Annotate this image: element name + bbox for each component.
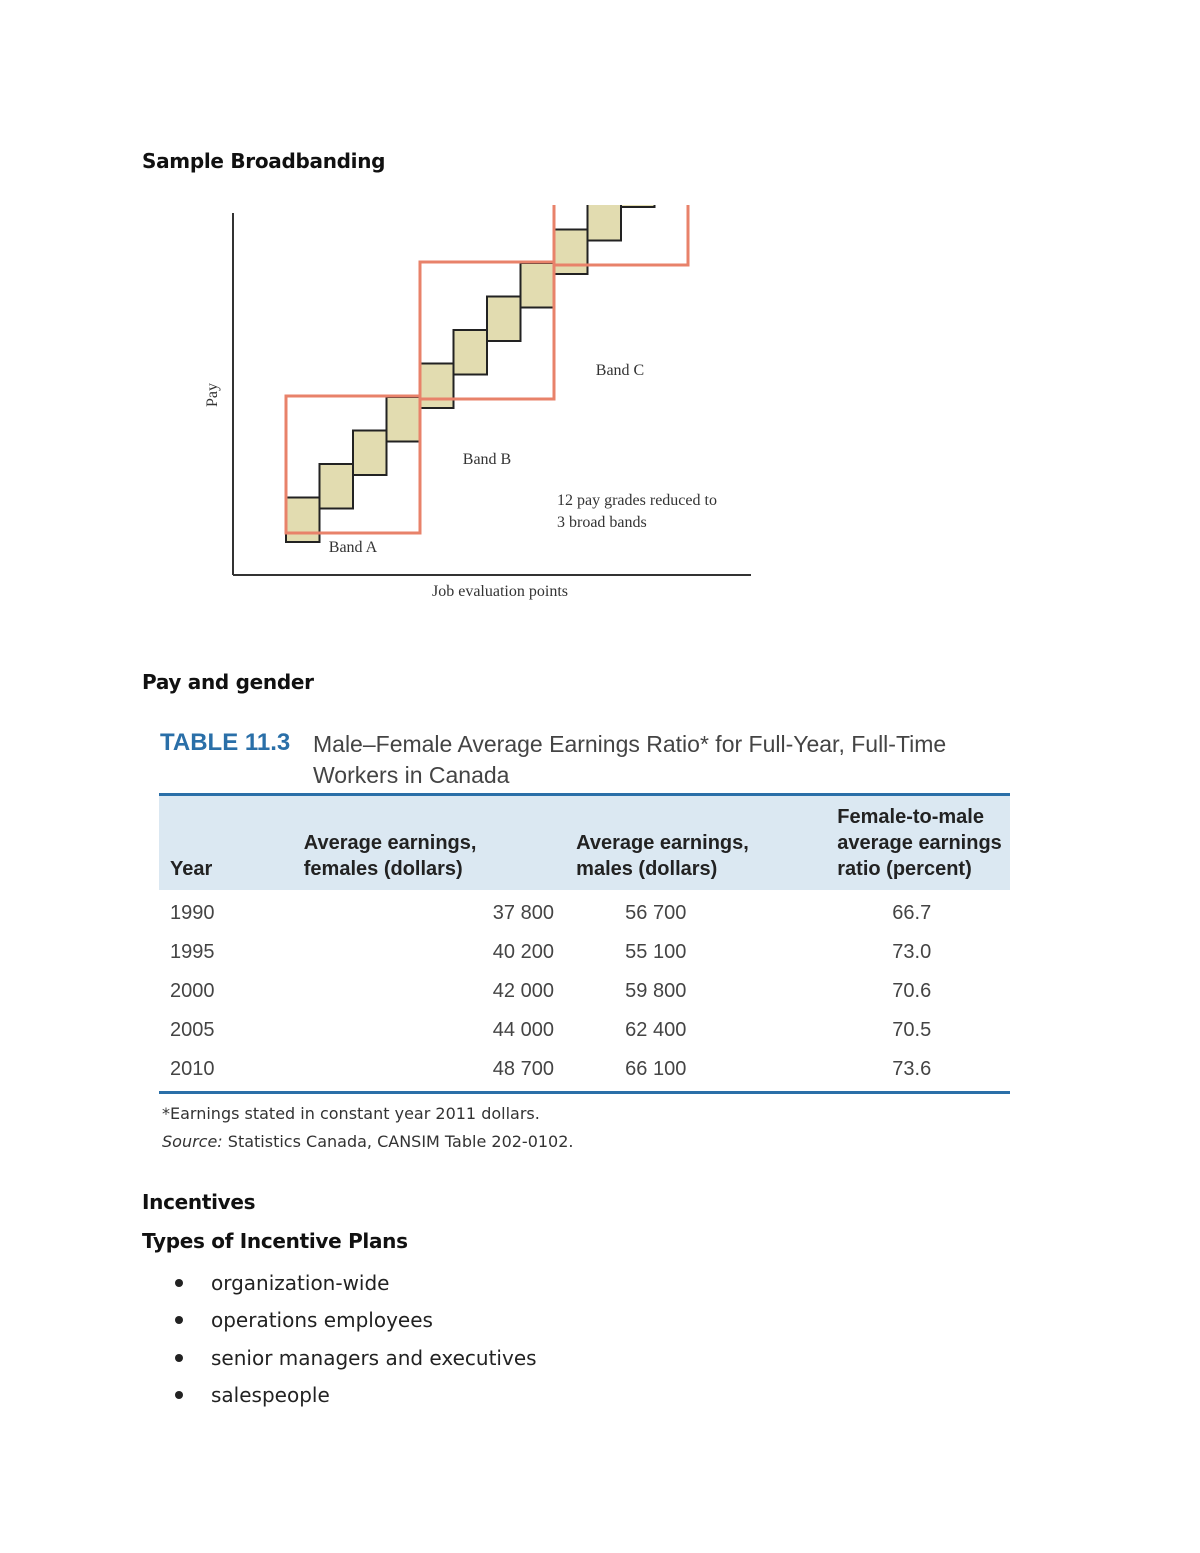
cell-ratio: 70.5 bbox=[892, 1019, 932, 1041]
pay-grade-11 bbox=[621, 205, 655, 207]
band-b-label: Band B bbox=[462, 451, 512, 468]
table-header-row bbox=[159, 795, 1010, 891]
diagram-note-line1: 12 pay grades reduced to bbox=[557, 492, 717, 509]
section-heading-broadbanding: Sample Broadbanding bbox=[142, 149, 386, 173]
table-row bbox=[159, 890, 1010, 933]
source-text: Statistics Canada, CANSIM Table 202-0102. bbox=[222, 1132, 574, 1151]
cell-ratio: 70.6 bbox=[892, 980, 932, 1002]
table-row bbox=[159, 1011, 1010, 1050]
list-item bbox=[175, 1377, 537, 1415]
bullet-icon bbox=[175, 1354, 183, 1362]
table-row bbox=[159, 972, 1010, 1011]
header-female-earnings: Average earnings, females (dollars) bbox=[303, 832, 477, 880]
band-a-label: Band A bbox=[328, 539, 378, 556]
list-item bbox=[175, 1264, 537, 1302]
cell-female-earnings: 48 700 bbox=[492, 1058, 554, 1080]
section-heading-pay-gender: Pay and gender bbox=[142, 670, 314, 694]
table-footnote: *Earnings stated in constant year 2011 dollars. bbox=[162, 1104, 540, 1123]
table-row bbox=[159, 1050, 1010, 1093]
pay-grade-2 bbox=[320, 464, 354, 509]
cell-year: 2010 bbox=[170, 1058, 215, 1080]
cell-female-earnings: 40 200 bbox=[492, 941, 554, 963]
section-heading-incentive-types: Types of Incentive Plans bbox=[142, 1229, 408, 1253]
pay-grade-5 bbox=[420, 364, 454, 409]
list-item bbox=[175, 1339, 537, 1377]
table-number: TABLE 11.3 bbox=[160, 729, 291, 756]
cell-ratio: 73.0 bbox=[892, 941, 932, 963]
cell-female-earnings: 37 800 bbox=[492, 902, 554, 924]
y-axis-label: Pay bbox=[204, 383, 221, 407]
cell-male-earnings: 55 100 bbox=[625, 941, 687, 963]
pay-grade-10 bbox=[588, 205, 622, 241]
section-heading-incentives: Incentives bbox=[142, 1190, 256, 1214]
pay-grade-7 bbox=[487, 297, 521, 342]
list-item-label: operations employees bbox=[211, 1308, 433, 1333]
pay-grade-3 bbox=[353, 431, 387, 476]
pay-grade-6 bbox=[454, 330, 488, 375]
cell-female-earnings: 42 000 bbox=[492, 980, 554, 1002]
bullet-icon bbox=[175, 1391, 183, 1399]
cell-year: 1995 bbox=[170, 941, 215, 963]
cell-male-earnings: 59 800 bbox=[625, 980, 687, 1002]
diagram-note-line2: 3 broad bands bbox=[557, 514, 647, 531]
pay-grade-4 bbox=[387, 397, 421, 442]
list-item bbox=[175, 1302, 537, 1340]
cell-male-earnings: 66 100 bbox=[625, 1058, 687, 1080]
source-label: Source: bbox=[162, 1132, 223, 1151]
cell-ratio: 66.7 bbox=[892, 902, 932, 924]
pay-grade-8 bbox=[521, 263, 555, 308]
list-item-label: organization-wide bbox=[211, 1270, 390, 1295]
header-ratio: Female-to-male average earnings ratio (percent) bbox=[837, 806, 1002, 880]
table-row bbox=[159, 933, 1010, 972]
cell-year: 2005 bbox=[170, 1019, 215, 1041]
list-item-label: senior managers and executives bbox=[211, 1345, 537, 1370]
cell-year: 2000 bbox=[170, 980, 215, 1002]
table-title: Male–Female Average Earnings Ratio* for Full-Year, Full-Time Workers in Canada bbox=[313, 731, 947, 788]
cell-male-earnings: 62 400 bbox=[625, 1019, 687, 1041]
bullet-icon bbox=[175, 1279, 183, 1287]
broadbanding-diagram bbox=[195, 205, 765, 605]
incentive-types-list bbox=[175, 1264, 537, 1414]
x-axis-label: Job evaluation points bbox=[432, 583, 568, 600]
cell-female-earnings: 44 000 bbox=[492, 1019, 554, 1041]
cell-ratio: 73.6 bbox=[892, 1058, 932, 1080]
header-year: Year bbox=[170, 858, 213, 880]
pay-grade-9 bbox=[554, 230, 588, 275]
earnings-ratio-table bbox=[159, 793, 1010, 1094]
list-item-label: salespeople bbox=[211, 1383, 330, 1408]
table-source bbox=[162, 1132, 574, 1151]
pay-grade-1 bbox=[286, 498, 320, 543]
band-c-label: Band C bbox=[595, 362, 645, 379]
cell-year: 1990 bbox=[170, 902, 215, 924]
header-male-earnings: Average earnings, males (dollars) bbox=[576, 832, 749, 880]
bullet-icon bbox=[175, 1316, 183, 1324]
cell-male-earnings: 56 700 bbox=[625, 902, 687, 924]
